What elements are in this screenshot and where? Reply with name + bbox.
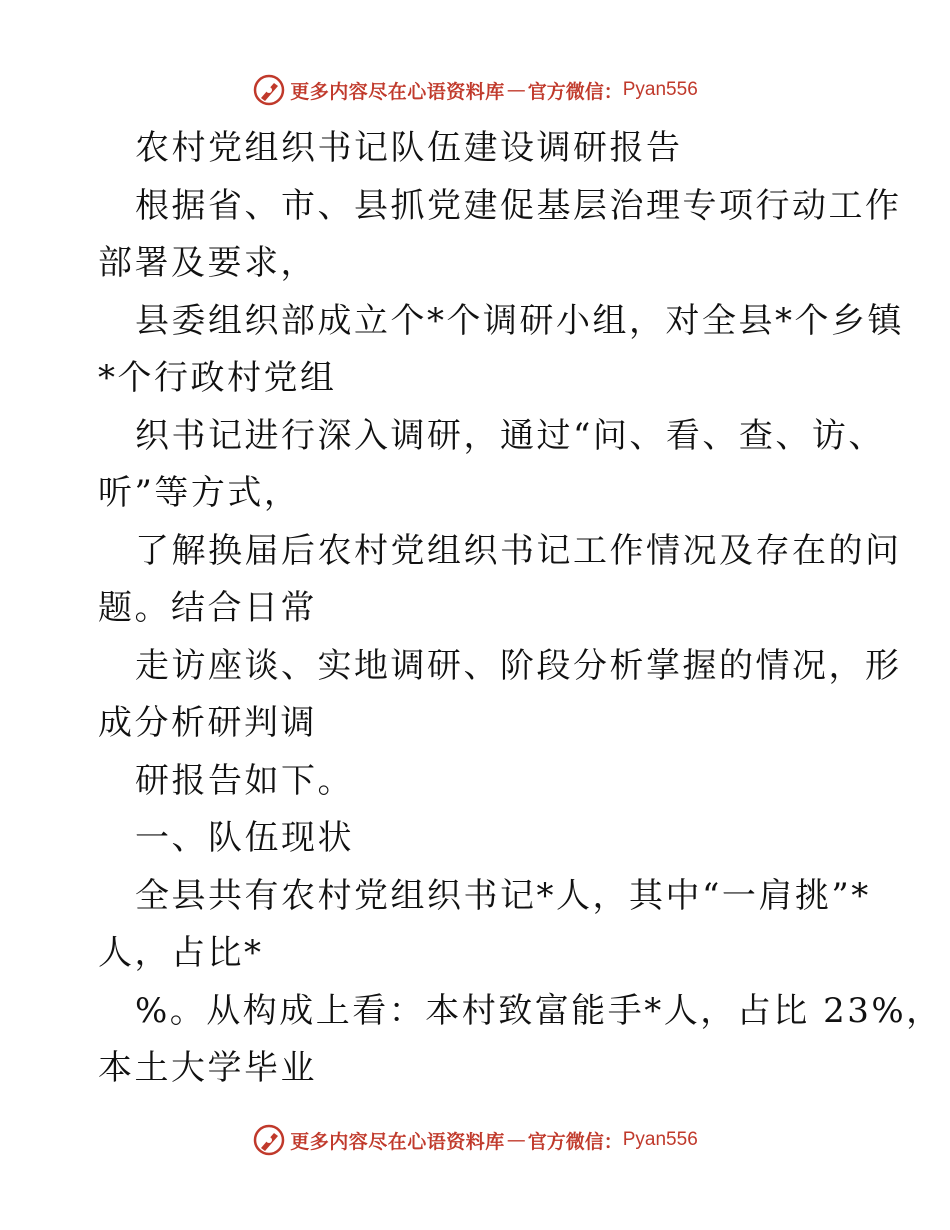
banner-dash: — — [506, 79, 526, 101]
pen-logo-icon — [252, 1123, 286, 1157]
section-heading: 一、队伍现状 — [135, 818, 354, 858]
banner-text: 更多内容尽在心语资料库 — [290, 1130, 505, 1153]
paragraph-line: 县委组织部成立个*个调研小组，对全县*个乡镇 — [135, 300, 904, 341]
paragraph-line: 听”等方式， — [98, 473, 301, 513]
paragraph-line: 人，占比* — [98, 933, 264, 973]
banner-wechat-label: 官方微信： — [527, 1130, 623, 1153]
document-title: 农村党组织书记队伍建设调研报告 — [135, 128, 683, 168]
paragraph-line: *个行政村党组 — [98, 358, 337, 398]
paragraph-line: 了解换届后农村党组织书记工作情况及存在的问 — [135, 530, 902, 571]
paragraph-line: 成分析研判调 — [98, 703, 317, 743]
paragraph-line: 研报告如下。 — [135, 760, 354, 801]
document-body — [98, 120, 943, 1098]
paragraph-line: 全县共有农村党组织书记*人，其中“一肩挑”* — [135, 875, 871, 916]
paragraph-line: 本土大学毕业 — [98, 1048, 317, 1088]
paragraph-line: 根据省、市、县抓党建促基层治理专项行动工作 — [135, 185, 902, 226]
paragraph-line: %。从构成上看：本村致富能手*人，占比 23%， — [135, 990, 943, 1031]
banner-wechat-id: Pyan556 — [622, 1129, 698, 1150]
paragraph-line: 走访座谈、实地调研、阶段分析掌握的情况，形 — [135, 645, 902, 686]
banner-wechat-label: 官方微信： — [527, 80, 623, 103]
banner-text: 更多内容尽在心语资料库 — [290, 80, 505, 103]
paragraph-line: 部署及要求， — [98, 243, 317, 283]
pen-logo-icon — [252, 73, 286, 107]
paragraph-line: 题。结合日常 — [98, 588, 317, 628]
banner-wechat-id: Pyan556 — [622, 79, 698, 100]
header-watermark-banner — [0, 70, 950, 110]
banner-dash: — — [506, 1129, 526, 1151]
paragraph-line: 织书记进行深入调研，通过“问、看、查、访、 — [135, 415, 885, 456]
footer-watermark-banner — [0, 1120, 950, 1160]
